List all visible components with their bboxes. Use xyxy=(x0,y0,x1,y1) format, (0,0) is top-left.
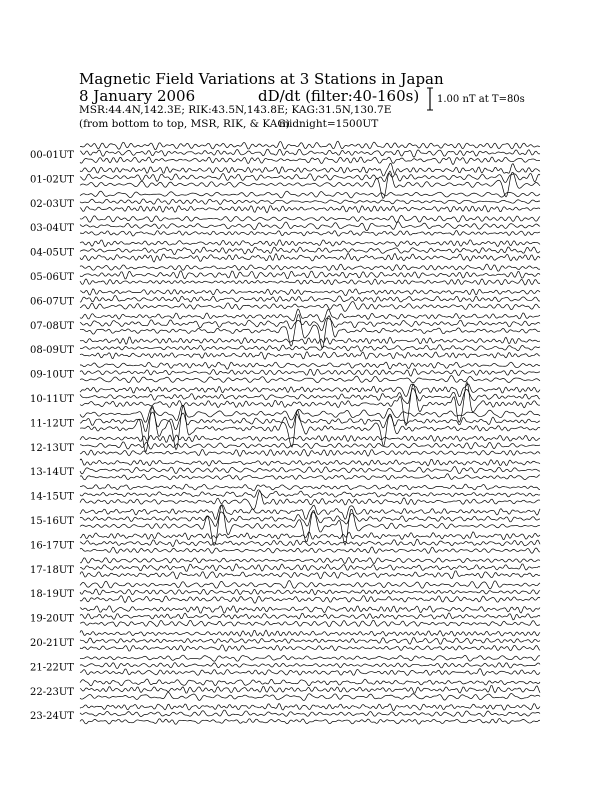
trace-RIK-13-14UT xyxy=(80,467,540,474)
trace-KAG-18-19UT xyxy=(80,581,540,589)
hour-row-08-09UT xyxy=(30,337,540,359)
hour-label: 11-12UT xyxy=(30,418,74,430)
trace-RIK-00-01UT xyxy=(80,149,540,157)
trace-MSR-12-13UT xyxy=(80,449,540,456)
trace-RIK-07-08UT xyxy=(80,318,540,331)
trace-RIK-22-23UT xyxy=(80,686,540,694)
trace-MSR-02-03UT xyxy=(80,205,540,212)
trace-RIK-08-09UT xyxy=(80,345,540,352)
hour-row-20-21UT xyxy=(30,630,540,651)
trace-KAG-19-20UT xyxy=(80,606,540,613)
trace-KAG-08-09UT xyxy=(80,337,540,344)
trace-RIK-05-06UT xyxy=(80,271,540,279)
hour-row-16-17UT xyxy=(30,532,540,554)
trace-KAG-16-17UT xyxy=(80,532,540,540)
hour-label: 14-15UT xyxy=(30,491,74,503)
trace-MSR-20-21UT xyxy=(80,645,540,651)
trace-MSR-03-04UT xyxy=(80,231,540,236)
trace-RIK-12-13UT xyxy=(80,442,540,449)
trace-MSR-05-06UT xyxy=(80,279,540,285)
hour-label: 10-11UT xyxy=(30,394,74,405)
hour-label: 07-08UT xyxy=(30,320,74,332)
hour-label: 04-05UT xyxy=(30,247,74,259)
trace-KAG-13-14UT xyxy=(80,459,540,466)
hour-label: 21-22UT xyxy=(30,662,74,674)
hour-label: 08-09UT xyxy=(30,345,74,357)
trace-KAG-03-04UT xyxy=(80,216,540,223)
trace-MSR-22-23UT xyxy=(80,692,540,700)
hour-row-19-20UT xyxy=(30,606,540,627)
hour-label: 12-13UT xyxy=(30,442,74,454)
hour-label: 15-16UT xyxy=(30,516,74,527)
hour-row-00-01UT xyxy=(30,141,540,164)
trace-RIK-16-17UT xyxy=(80,539,540,546)
trace-KAG-12-13UT xyxy=(80,435,540,442)
hour-label: 02-03UT xyxy=(30,198,74,210)
chart-date: 8 January 2006 xyxy=(79,87,196,105)
hour-row-15-16UT xyxy=(30,505,540,546)
hour-label: 16-17UT xyxy=(30,540,74,552)
trace-MSR-08-09UT xyxy=(80,352,540,360)
hour-row-18-19UT xyxy=(30,581,540,604)
trace-KAG-00-01UT xyxy=(80,141,540,149)
hour-label: 19-20UT xyxy=(30,613,74,625)
trace-KAG-20-21UT xyxy=(80,630,540,636)
trace-KAG-06-07UT xyxy=(80,289,540,296)
trace-RIK-02-03UT xyxy=(80,199,540,205)
chart-filter: dD/dt (filter:40-160s) xyxy=(258,87,420,105)
trace-KAG-23-24UT xyxy=(80,704,540,711)
hour-row-05-06UT xyxy=(30,264,540,285)
hour-row-02-03UT xyxy=(30,191,540,213)
trace-KAG-17-18UT xyxy=(80,557,540,563)
trace-MSR-07-08UT xyxy=(80,315,540,348)
station-coordinates: MSR:44.4N,142.3E; RIK:43.5N,143.8E; KAG:31.5N,130.7E xyxy=(79,104,392,116)
trace-RIK-19-20UT xyxy=(80,613,540,620)
hour-label: 06-07UT xyxy=(30,296,74,308)
hour-label: 05-06UT xyxy=(30,272,74,283)
trace-MSR-06-07UT xyxy=(80,301,540,311)
hour-label: 09-10UT xyxy=(30,369,74,381)
trace-MSR-14-15UT xyxy=(80,491,540,509)
trace-KAG-09-10UT xyxy=(80,362,540,369)
trace-MSR-18-19UT xyxy=(80,596,540,604)
trace-KAG-07-08UT xyxy=(80,309,540,322)
hour-label: 18-19UT xyxy=(30,589,74,601)
trace-RIK-20-21UT xyxy=(80,638,540,645)
trace-RIK-06-07UT xyxy=(80,295,540,302)
trace-KAG-04-05UT xyxy=(80,240,540,247)
trace-MSR-17-18UT xyxy=(80,571,540,579)
midnight-note: midnight=1500UT xyxy=(279,118,379,130)
hour-row-09-10UT xyxy=(30,362,540,383)
trace-RIK-09-10UT xyxy=(80,369,540,376)
scale-bar xyxy=(427,88,433,110)
scale-bar-label: 1.00 nT at T=80s xyxy=(437,94,525,105)
hour-row-13-14UT xyxy=(30,459,540,480)
trace-RIK-17-18UT xyxy=(80,564,540,571)
trace-MSR-04-05UT xyxy=(80,253,540,262)
trace-RIK-01-02UT xyxy=(80,173,540,182)
trace-RIK-18-19UT xyxy=(80,589,540,595)
hour-row-04-05UT xyxy=(30,240,540,262)
hour-label: 00-01UT xyxy=(30,150,74,161)
trace-MSR-19-20UT xyxy=(80,620,540,626)
hour-row-03-04UT xyxy=(30,216,540,237)
hour-row-14-15UT xyxy=(30,484,540,509)
hour-label: 03-04UT xyxy=(30,223,74,235)
trace-MSR-21-22UT xyxy=(80,668,540,675)
hour-row-11-12UT xyxy=(30,405,540,451)
trace-RIK-21-22UT xyxy=(80,663,540,669)
hour-row-23-24UT xyxy=(30,704,540,725)
trace-RIK-23-24UT xyxy=(80,710,540,716)
hour-label: 17-18UT xyxy=(30,564,74,576)
hour-label: 20-21UT xyxy=(30,638,74,649)
hour-row-06-07UT xyxy=(30,289,540,312)
trace-MSR-23-24UT xyxy=(80,719,540,725)
hour-row-10-11UT xyxy=(30,382,540,425)
trace-KAG-14-15UT xyxy=(80,484,540,491)
hour-label: 23-24UT xyxy=(30,711,74,723)
trace-RIK-14-15UT xyxy=(80,490,540,498)
trace-KAG-02-03UT xyxy=(80,191,540,198)
hour-label: 01-02UT xyxy=(30,174,74,186)
station-order-note: (from bottom to top, MSR, RIK, & KAG) xyxy=(79,118,290,130)
trace-MSR-13-14UT xyxy=(80,474,540,480)
trace-RIK-03-04UT xyxy=(80,222,540,231)
hour-row-22-23UT xyxy=(30,679,540,701)
trace-KAG-22-23UT xyxy=(80,679,540,686)
hour-row-12-13UT xyxy=(30,435,540,456)
trace-KAG-05-06UT xyxy=(80,264,540,271)
trace-KAG-10-11UT xyxy=(80,384,540,397)
trace-MSR-09-10UT xyxy=(80,376,540,383)
trace-RIK-04-05UT xyxy=(80,247,540,255)
trace-KAG-21-22UT xyxy=(80,655,540,661)
hour-row-07-08UT xyxy=(30,309,540,348)
chart-title: Magnetic Field Variations at 3 Stations in Japan xyxy=(79,70,444,88)
hour-row-17-18UT xyxy=(30,557,540,579)
hour-row-21-22UT xyxy=(30,655,540,675)
hour-label: 22-23UT xyxy=(30,686,74,698)
hour-label: 13-14UT xyxy=(30,467,74,479)
trace-MSR-16-17UT xyxy=(80,547,540,554)
trace-MSR-00-01UT xyxy=(80,157,540,165)
hour-rows xyxy=(30,141,540,724)
